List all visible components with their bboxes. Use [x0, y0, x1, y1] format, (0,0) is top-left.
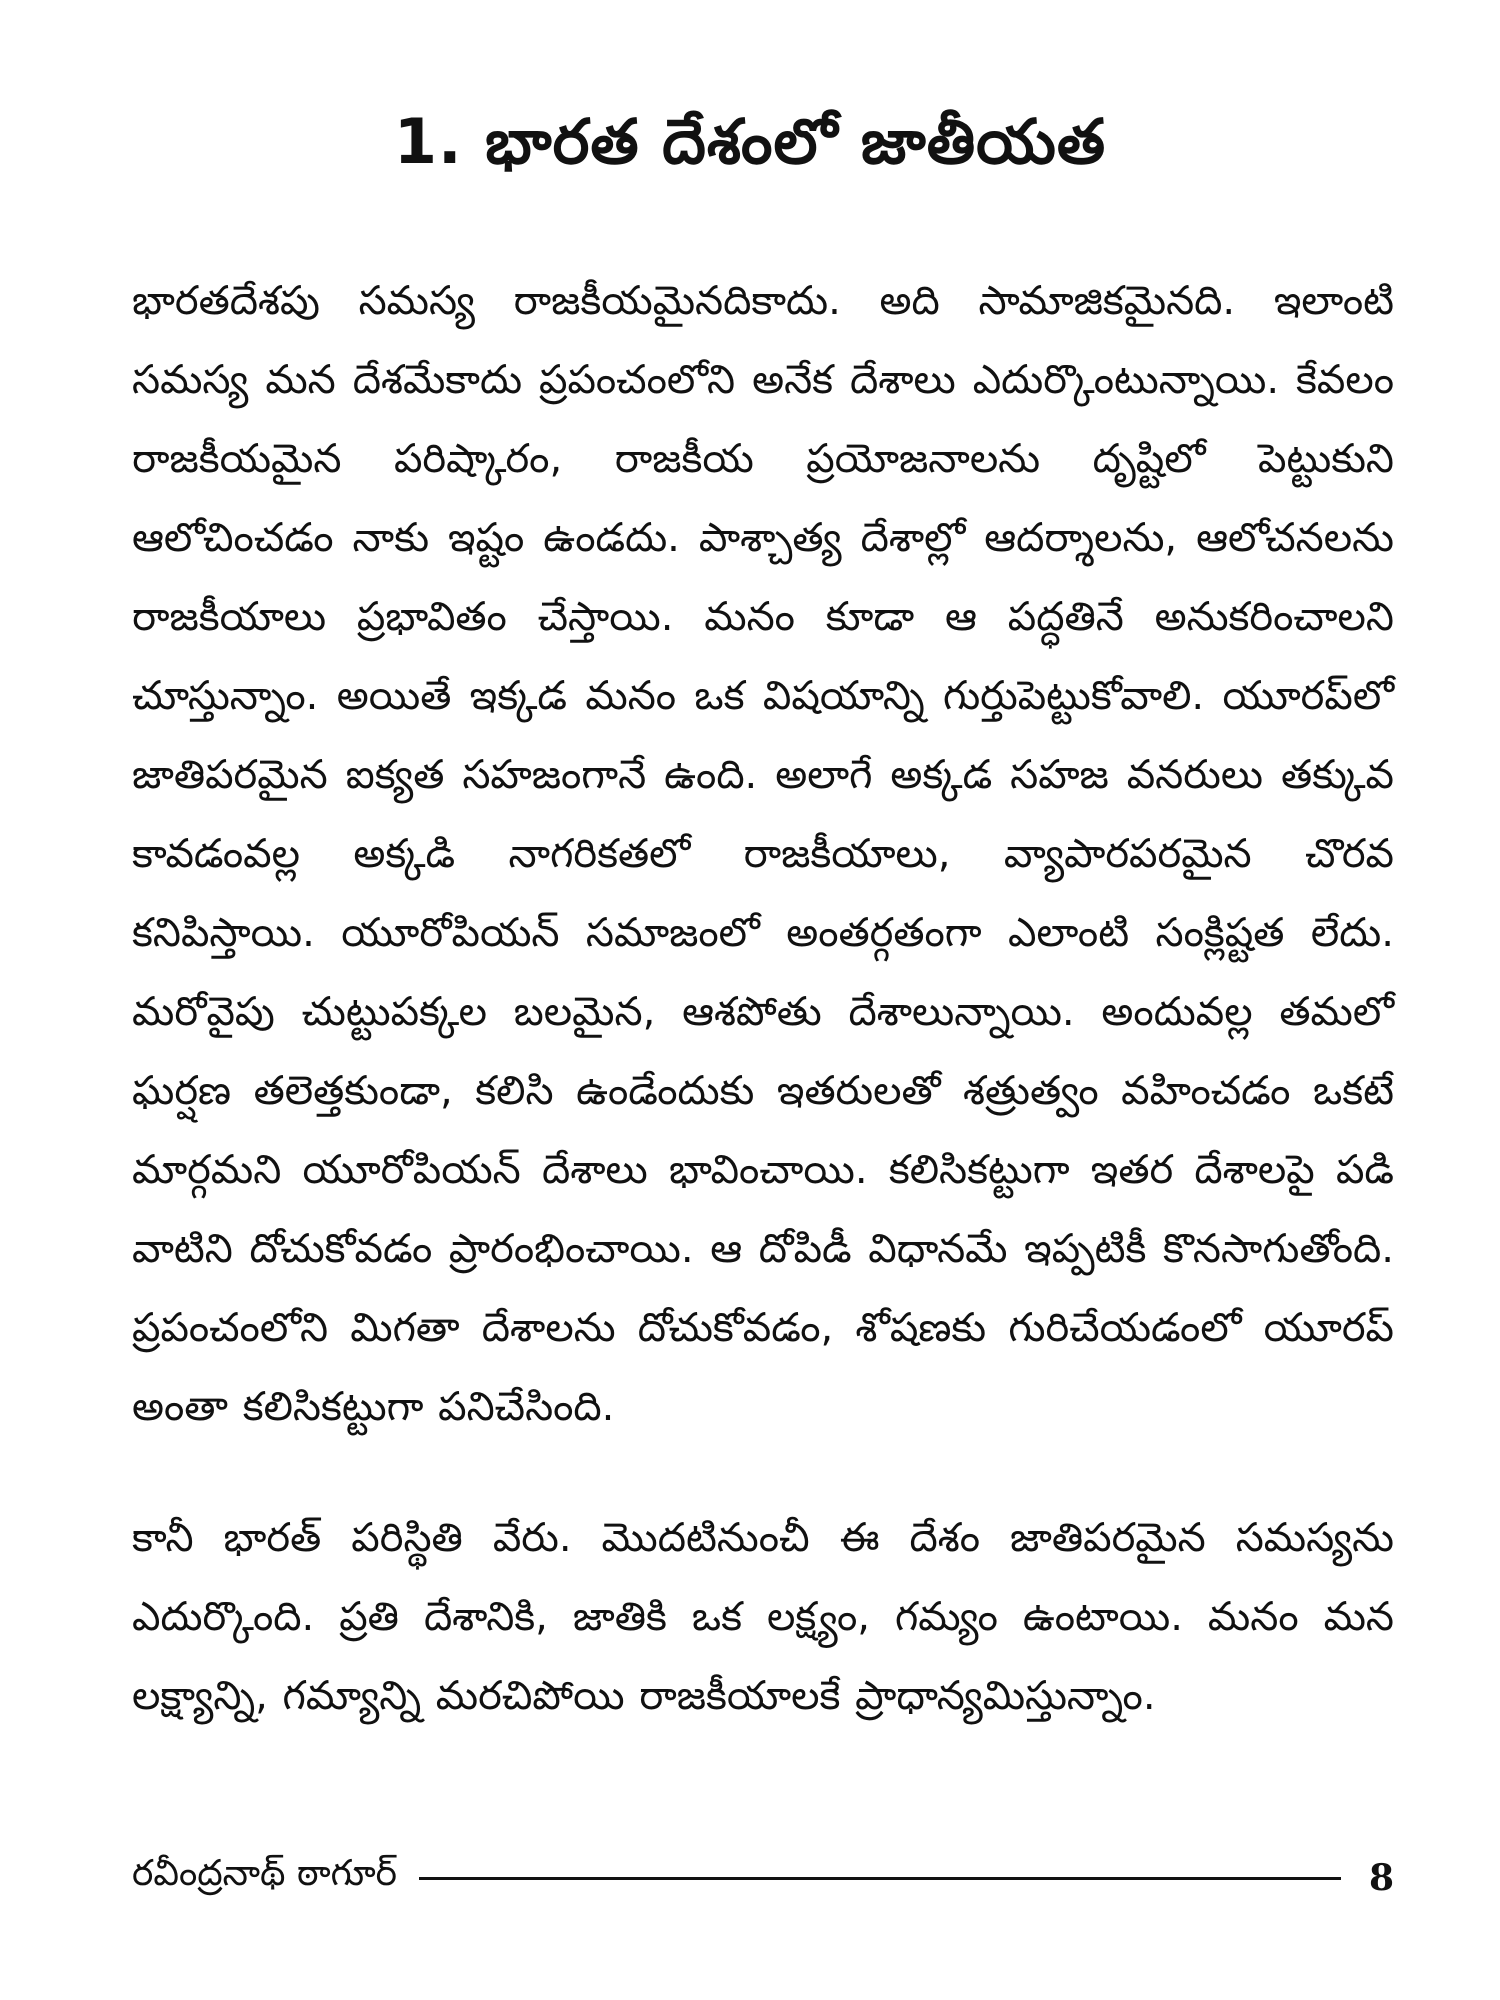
paragraph: కానీ భారత్ పరిస్థితి వేరు. మొదటినుంచీ ఈ దేశం జాతిపరమైన సమస్యను ఎదుర్కొంది. ప్రతి దేశానికి, జాతికి ఒక లక్ష్యం, గమ్యం ఉంటాయి. మనం మన లక్ష్యాన్ని, గమ్యాన్ని మరచిపోయి రాజకీయాలకే ప్రాధాన్యమిస్తున్నాం.	[132, 1515, 1394, 1719]
page-footer	[132, 1848, 1394, 1908]
body-text	[132, 262, 1394, 1788]
footer-divider	[419, 1877, 1341, 1880]
paragraph: భారతదేశపు సమస్య రాజకీయమైనదికాదు. అది సామాజికమైనది. ఇలాంటి సమస్య మన దేశమేకాదు ప్రపంచంలోని అనేక దేశాలు ఎదుర్కొంటున్నాయి. కేవలం రాజకీయమైన పరిష్కారం, రాజకీయ ప్రయోజనాలను దృష్టిలో పెట్టుకుని ఆలోచించడం నాకు ఇష్టం ఉండదు. పాశ్చాత్య దేశాల్లో ఆదర్శాలను, ఆలోచనలను రాజకీయాలు ప్రభావితం చేస్తాయి. మనం కూడా ఆ పద్ధతినే అనుకరించాలని చూస్తున్నాం. అయితే ఇక్కడ మనం ఒక విషయాన్ని గుర్తుపెట్టుకోవాలి. యూరప్‌లో జాతిపరమైన ఐక్యత సహజంగానే ఉంది. అలాగే అక్కడ సహజ వనరులు తక్కువ కావడంవల్ల అక్కడి నాగరికతలో రాజకీయాలు, వ్యాపారపరమైన చొరవ కనిపిస్తాయి. యూరోపియన్ సమాజంలో అంతర్గతంగా ఎలాంటి సంక్లిష్టత లేదు. మరోవైపు చుట్టుపక్కల బలమైన, ఆశపోతు దేశాలున్నాయి. అందువల్ల తమలో ఘర్షణ తలెత్తకుండా, కలిసి ఉండేందుకు ఇతరులతో శత్రుత్వం వహించడం ఒకటే మార్గమని యూరోపియన్ దేశాలు భావించాయి. కలిసికట్టుగా ఇతర దేశాలపై పడి వాటిని దోచుకోవడం ప్రారంభించాయి. ఆ దోపిడీ విధానమే ఇప్పటికీ కొనసాగుతోంది. ప్రపంచంలోని మిగతా దేశాలను దోచుకోవడం, శోషణకు గురిచేయడంలో యూరప్ అంతా కలిసికట్టుగా పనిచేసింది.	[132, 278, 1394, 1430]
chapter-title: 1. భారత దేశంలో జాతీయత	[393, 105, 1107, 178]
footer-author: రవీంద్రనాథ్ ఠాగూర్	[132, 1853, 397, 1894]
page-number: 8	[1368, 1857, 1394, 1899]
